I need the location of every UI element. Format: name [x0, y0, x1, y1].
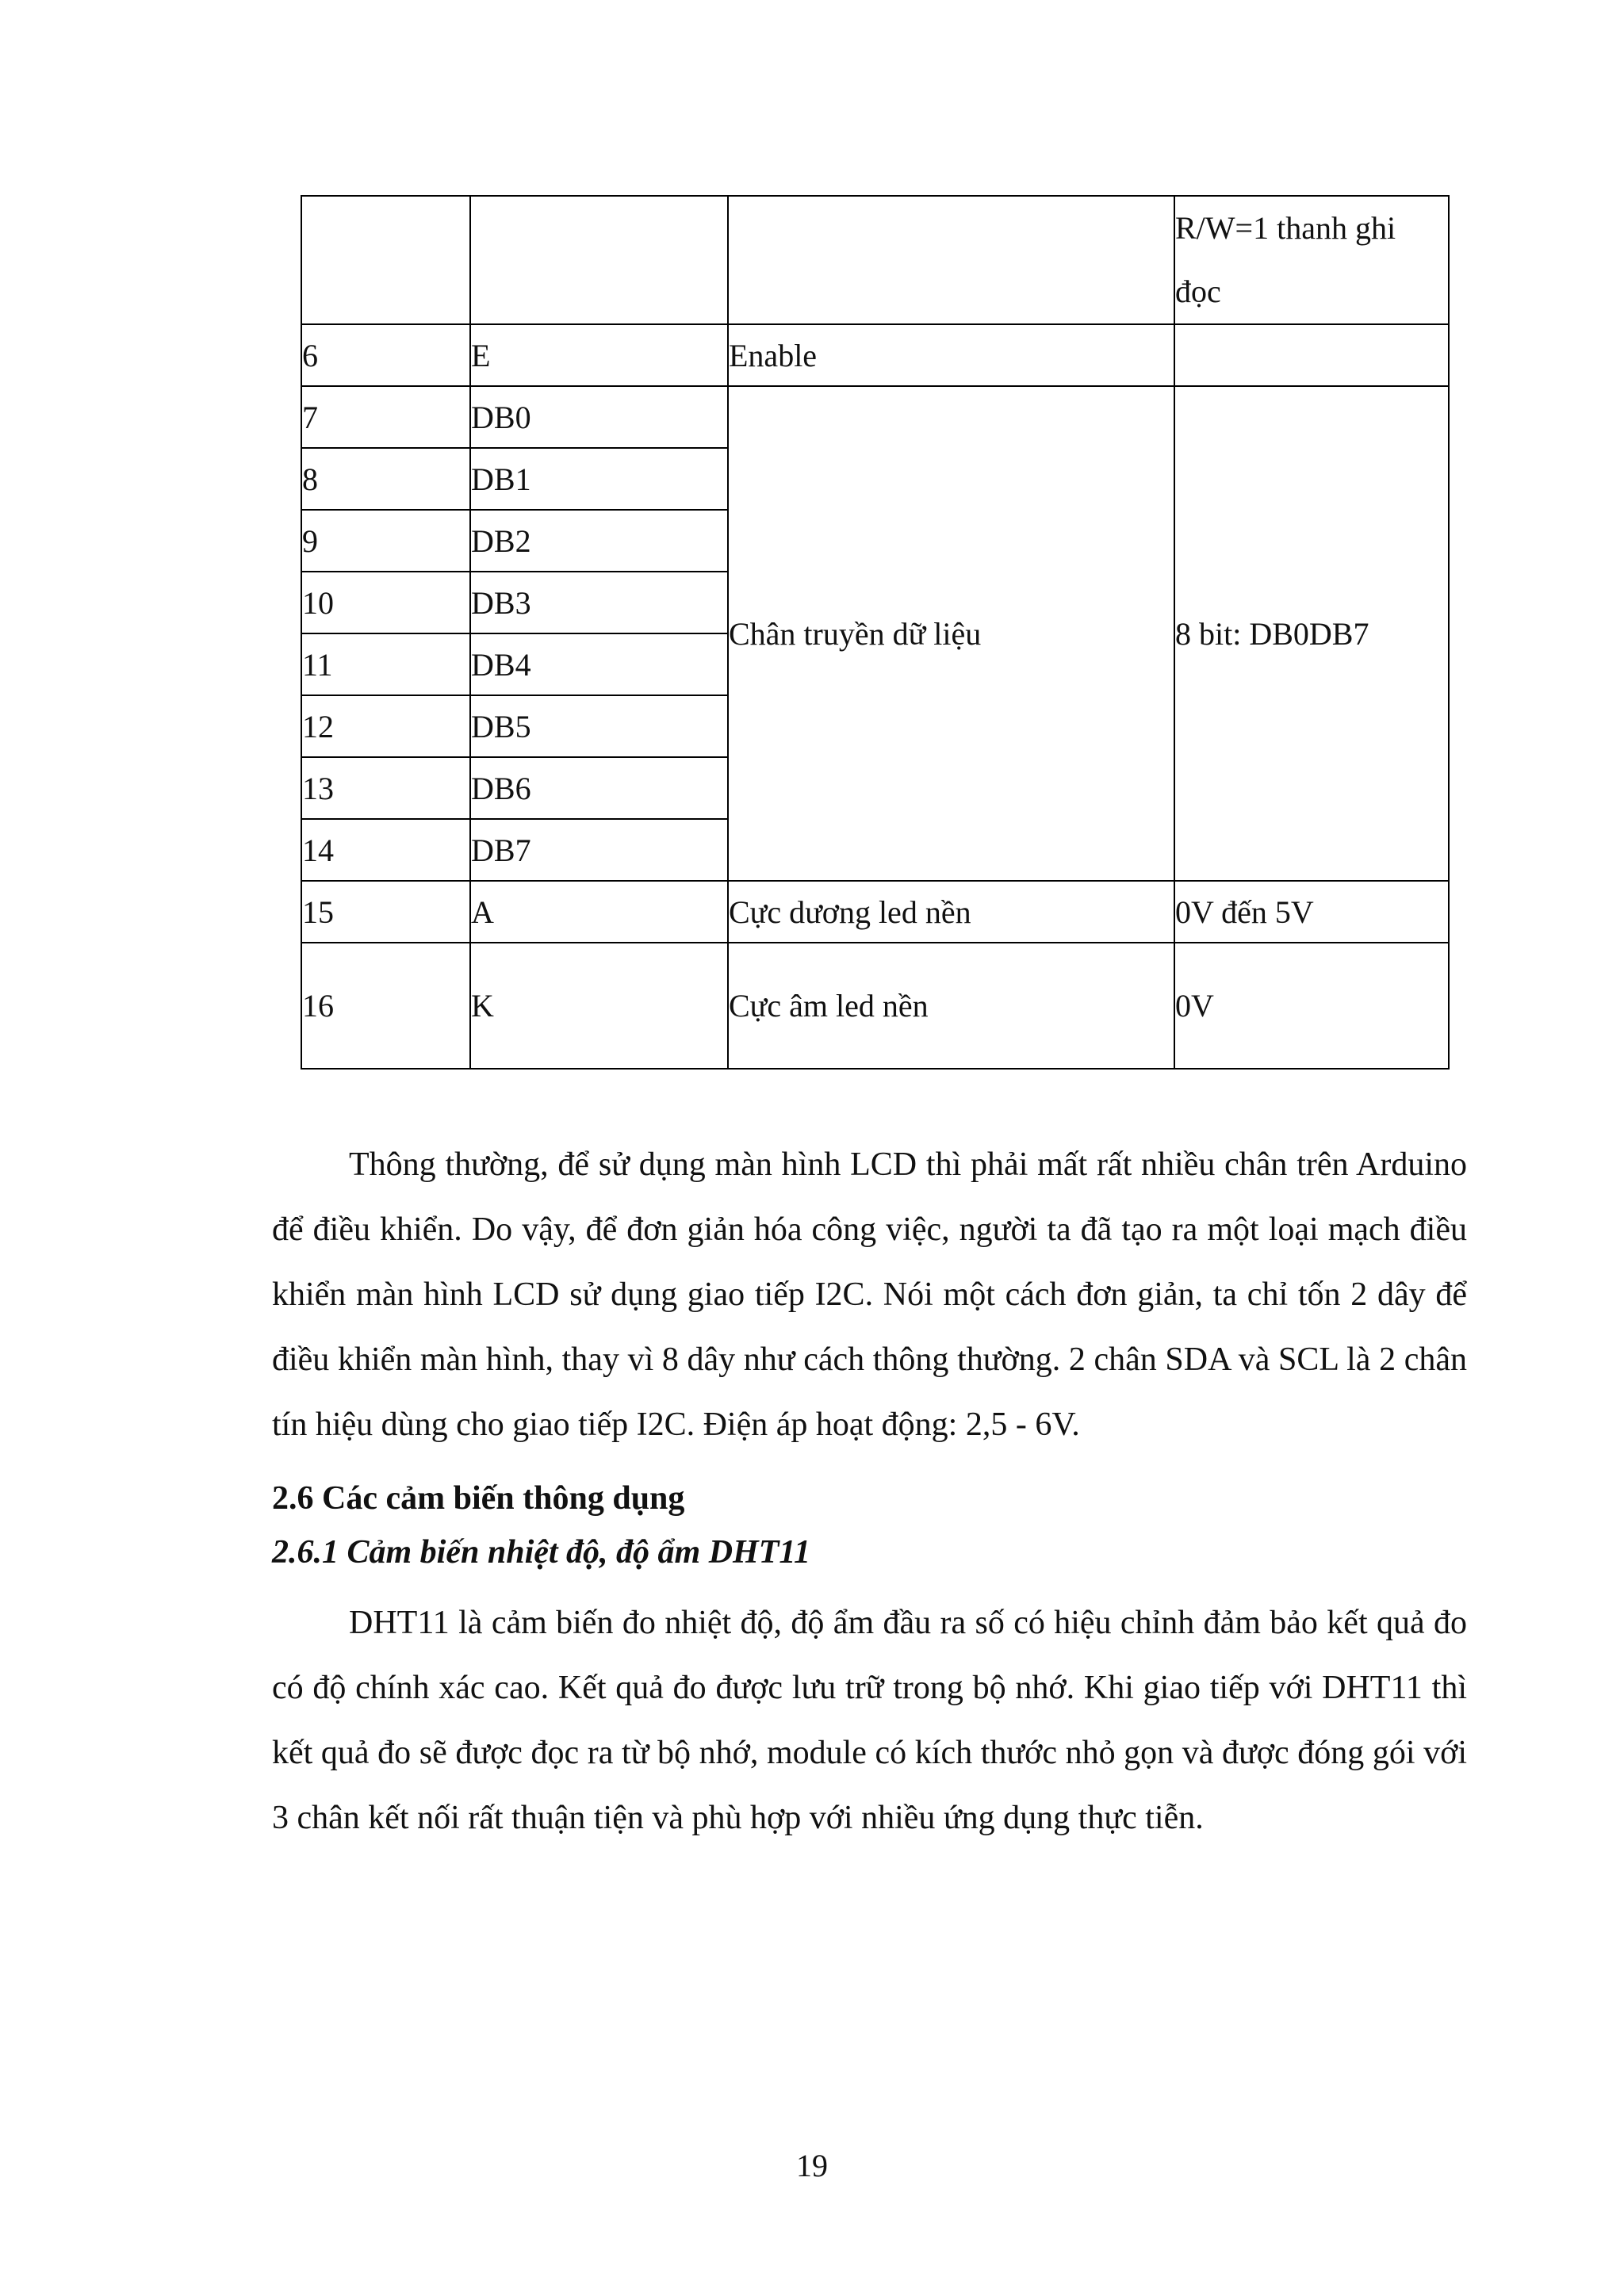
table-row	[301, 386, 1449, 448]
table-cell	[470, 196, 728, 324]
table-row	[301, 324, 1449, 386]
pin-symbol: DB1	[470, 448, 728, 510]
pin-description: Cực âm led nền	[728, 943, 1174, 1069]
pin-number: 16	[301, 943, 470, 1069]
pin-description: Enable	[728, 324, 1174, 386]
data-pins-description: Chân truyền dữ liệu	[728, 386, 1174, 881]
pin-description: Cực dương led nền	[728, 881, 1174, 943]
table-cell	[301, 196, 470, 324]
data-pins-note: 8 bit: DB0DB7	[1174, 386, 1449, 881]
table-cell	[1174, 196, 1449, 324]
pin-number: 6	[301, 324, 470, 386]
pin-number: 7	[301, 386, 470, 448]
pin-symbol: DB2	[470, 510, 728, 572]
pin-number: 12	[301, 695, 470, 757]
paragraph-lcd-i2c: Thông thường, để sử dụng màn hình LCD thì phải mất rất nhiều chân trên Arduino để điều khiển. Do vậy, để đơn giản hóa công việc, người ta đã tạo ra một loại mạch điều khiển màn hình LCD sử dụng giao tiếp I2C. Nói một cách đơn giản, ta chỉ tốn 2 dây để điều khiển màn hình, thay vì 8 dây như cách thông thường. 2 chân SDA và SCL là 2 chân tín hiệu dùng cho giao tiếp I2C. Điện áp hoạt động: 2,5 - 6V.	[272, 1146, 1467, 1443]
pin-number: 9	[301, 510, 470, 572]
pin-symbol: DB5	[470, 695, 728, 757]
table-row	[301, 943, 1449, 1069]
rw-note: R/W=1 thanh ghi đọc	[1175, 210, 1396, 309]
table-row	[301, 881, 1449, 943]
pin-symbol: DB7	[470, 819, 728, 881]
pin-note: 0V	[1174, 943, 1449, 1069]
page-number: 19	[796, 2148, 828, 2183]
pin-number: 15	[301, 881, 470, 943]
table-cell	[728, 196, 1174, 324]
pin-number: 11	[301, 633, 470, 695]
pin-symbol: DB6	[470, 757, 728, 819]
pin-number: 14	[301, 819, 470, 881]
pin-symbol: A	[470, 881, 728, 943]
pin-number: 13	[301, 757, 470, 819]
lcd-pin-table	[301, 195, 1450, 1070]
pin-symbol: DB4	[470, 633, 728, 695]
pin-number: 8	[301, 448, 470, 510]
pin-symbol: E	[470, 324, 728, 386]
paragraph-dht11: DHT11 là cảm biến đo nhiệt độ, độ ẩm đầu ra số có hiệu chỉnh đảm bảo kết quả đo có độ chính xác cao. Kết quả đo được lưu trữ trong bộ nhớ. Khi giao tiếp với DHT11 thì kết quả đo sẽ được đọc ra từ bộ nhớ, module có kích thước nhỏ gọn và được đóng gói với 3 chân kết nối rất thuận tiện và phù hợp với nhiều ứng dụng thực tiễn.	[272, 1605, 1467, 1836]
section-heading: 2.6 Các cảm biến thông dụng	[272, 1480, 685, 1517]
pin-note	[1174, 324, 1449, 386]
subsection-heading: 2.6.1 Cảm biến nhiệt độ, độ ẩm DHT11	[272, 1534, 811, 1571]
pin-symbol: DB3	[470, 572, 728, 633]
pin-note: 0V đến 5V	[1174, 881, 1449, 943]
pin-number: 10	[301, 572, 470, 633]
table-row	[301, 196, 1449, 324]
pin-symbol: DB0	[470, 386, 728, 448]
pin-symbol: K	[470, 943, 728, 1069]
